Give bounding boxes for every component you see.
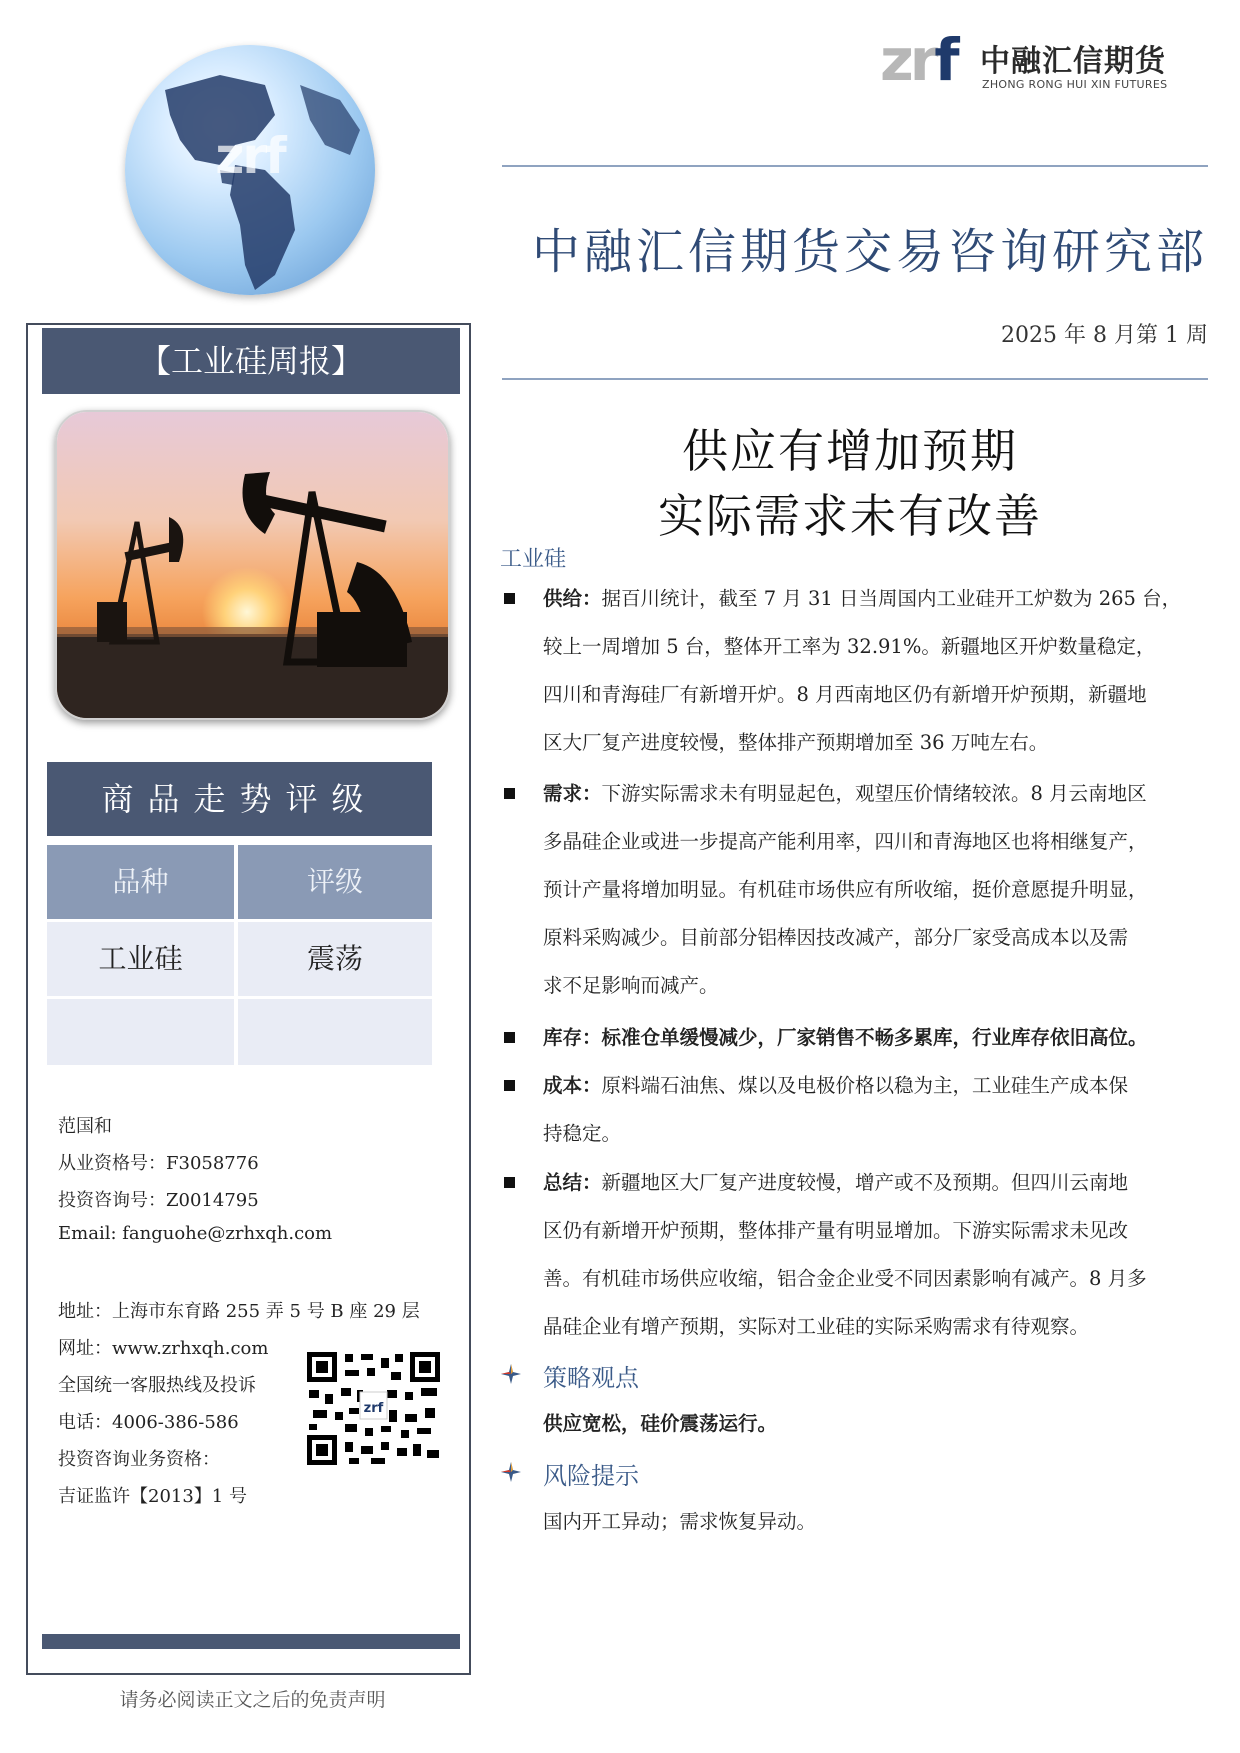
oil-pump-photo xyxy=(55,410,450,720)
brand-mark-zr: zr xyxy=(880,26,935,94)
demand-line: 求不足影响而减产。 xyxy=(543,974,719,997)
rating-cell-variety: 工业硅 xyxy=(47,922,234,996)
brand-name-en: ZHONG RONG HUI XIN FUTURES xyxy=(982,78,1168,91)
company-hotline-label: 全国统一客服热线及投诉 xyxy=(58,1375,256,1396)
demand-line: 下游实际需求未有明显起色，观望压价情绪较浓。8 月云南地区 xyxy=(601,782,1147,805)
sunset-oil-pumps-image xyxy=(57,412,450,720)
risk-heading: 风险提示 xyxy=(543,1462,639,1490)
summary-line: 善。有机硅市场供应收缩，铝合金企业受不同因素影响有减产。8 月多 xyxy=(543,1267,1147,1290)
headline-line-1: 供应有增加预期 xyxy=(682,424,1018,478)
analyst-license: 从业资格号：F3058776 xyxy=(58,1153,259,1174)
qr-code-graphic xyxy=(305,1350,442,1467)
supply-paragraph xyxy=(543,575,1208,767)
bullet-square-icon xyxy=(504,788,515,799)
demand-line: 原料采购减少。目前部分铝棒因技改减产，部分厂家受高成本以及需 xyxy=(543,926,1129,949)
bullet-square-icon xyxy=(504,1080,515,1091)
rating-cell-grade: 震荡 xyxy=(238,922,432,996)
supply-label: 供给： xyxy=(543,587,602,610)
company-qualification-no: 吉证监许【2013】1 号 xyxy=(58,1486,247,1507)
header-divider-bottom xyxy=(502,378,1208,380)
supply-line: 四川和青海硅厂有新增开炉。8 月西南地区仍有新增开炉预期，新疆地 xyxy=(543,683,1147,706)
cost-line: 原料端石油焦、煤以及电极价格以稳为主，工业硅生产成本保 xyxy=(601,1074,1129,1097)
demand-line: 预计产量将增加明显。有机硅市场供应有所收缩，挺价意愿提升明显， xyxy=(543,878,1148,901)
company-hotline-phone: 电话：4006-386-586 xyxy=(58,1412,239,1433)
brand-mark xyxy=(880,28,956,92)
globe-logo xyxy=(125,45,375,295)
supply-line: 较上一周增加 5 台，整体开工率为 32.91%。新疆地区开炉数量稳定， xyxy=(543,635,1156,658)
header-divider-top xyxy=(502,165,1208,167)
inventory-label: 库存： xyxy=(543,1026,602,1049)
strategy-heading: 策略观点 xyxy=(543,1364,639,1392)
brand-name-cn: 中融汇信期货 xyxy=(980,44,1166,79)
analyst-consult-no: 投资咨询号：Z0014795 xyxy=(58,1190,259,1211)
brand-logo xyxy=(880,28,1210,98)
inventory-text: 标准仓单缓慢减少，厂家销售不畅多累库，行业库存依旧高位。 xyxy=(601,1026,1148,1049)
rating-header-variety: 品种 xyxy=(47,845,234,919)
inventory-paragraph xyxy=(543,1014,1208,1062)
company-website: 网址：www.zrhxqh.com xyxy=(58,1338,269,1359)
demand-paragraph xyxy=(543,770,1208,1010)
bullet-square-icon xyxy=(504,593,515,604)
sidebar-bottom-bar xyxy=(42,1634,460,1649)
cost-line: 持稳定。 xyxy=(543,1122,622,1145)
analyst-name: 范国和 xyxy=(58,1116,112,1137)
summary-line: 区仍有新增开炉预期，整体排产量有明显增加。下游实际需求未见改 xyxy=(543,1219,1129,1242)
qr-code-icon xyxy=(305,1350,442,1467)
summary-paragraph xyxy=(543,1159,1208,1351)
bullet-square-icon xyxy=(504,1032,515,1043)
weekly-title: 【工业硅周报】 xyxy=(42,328,460,394)
strategy-text: 供应宽松，硅价震荡运行。 xyxy=(543,1412,778,1435)
globe-logo-text: zrf xyxy=(215,127,285,185)
demand-label: 需求： xyxy=(543,782,602,805)
summary-label: 总结： xyxy=(543,1171,602,1194)
disclaimer-note: 请务必阅读正文之后的免责声明 xyxy=(119,1689,386,1711)
supply-line: 据百川统计，截至 7 月 31 日当周国内工业硅开工炉数为 265 台， xyxy=(601,587,1182,610)
company-address: 地址：上海市东育路 255 弄 5 号 B 座 29 层 xyxy=(58,1301,420,1322)
report-date: 2025 年 8 月第 1 周 xyxy=(1001,323,1208,348)
headline-line-2: 实际需求未有改善 xyxy=(658,489,1042,543)
section-label: 工业硅 xyxy=(500,547,567,572)
svg-text:zrf: zrf xyxy=(363,1401,384,1416)
cost-paragraph xyxy=(543,1062,1208,1158)
rating-cell-empty xyxy=(238,999,432,1065)
rating-cell-empty xyxy=(47,999,234,1065)
company-qualification-label: 投资咨询业务资格： xyxy=(58,1449,220,1470)
summary-line: 晶硅企业有增产预期，实际对工业硅的实际采购需求有待观察。 xyxy=(543,1315,1090,1338)
brand-mark-f: f xyxy=(934,26,956,94)
compass-star-icon xyxy=(499,1460,523,1484)
rating-title: 商品走势评级 xyxy=(47,762,432,836)
supply-line: 区大厂复产进度较慢，整体排产预期增加至 36 万吨左右。 xyxy=(543,731,1049,754)
rating-header-grade: 评级 xyxy=(238,845,432,919)
compass-star-icon xyxy=(499,1362,523,1386)
bullet-square-icon xyxy=(504,1177,515,1188)
demand-line: 多晶硅企业或进一步提高产能利用率，四川和青海地区也将相继复产， xyxy=(543,830,1148,853)
summary-line: 新疆地区大厂复产进度较慢，增产或不及预期。但四川云南地 xyxy=(601,1171,1129,1194)
cost-label: 成本： xyxy=(543,1074,602,1097)
analyst-email: Email: fanguohe@zrhxqh.com xyxy=(58,1223,333,1244)
risk-text: 国内开工异动；需求恢复异动。 xyxy=(543,1510,817,1533)
department-title: 中融汇信期货交易咨询研究部 xyxy=(531,224,1208,280)
